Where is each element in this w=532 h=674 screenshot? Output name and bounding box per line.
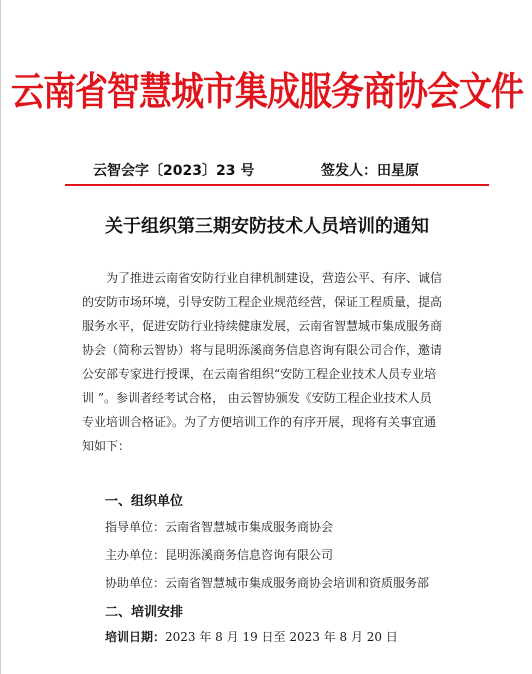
host-unit-line: 主办单位：昆明泺溪商务信息咨询有限公司	[105, 548, 334, 562]
body-line: 的安防市场环境，引导安防工程企业规范经营，保证工程质量，提高	[82, 295, 443, 309]
document-number: 云智会字〔2023〕23 号	[93, 163, 255, 179]
training-date-value: 2023 年 8 月 19 日至 2023 年 8 月 20 日	[165, 630, 398, 644]
training-date-line	[105, 628, 398, 645]
body-line: 协会（简称云智协）将与昆明泺溪商务信息咨询有限公司合作，邀请	[82, 343, 443, 357]
body-line: 训 ”。参训者经考试合格， 由云智协颁发《安防工程企业技术人员	[82, 391, 432, 405]
body-line: 服务水平，促进安防行业持续健康发展，云南省智慧城市集成服务商	[82, 319, 443, 333]
body-line: 公安部专家进行授课，在云南省组织“安防工程企业技术人员专业培	[82, 367, 437, 381]
section-heading-organizer: 一、组织单位	[105, 494, 184, 509]
guide-unit-line: 指导单位：云南省智慧城市集成服务商协会	[105, 520, 334, 534]
body-line: 为了推进云南省安防行业自律机制建设，营造公平、有序、诚信	[106, 271, 443, 285]
signer: 签发人：田星原	[321, 163, 419, 179]
org-header-title: 云南省智慧城市集成服务商协会文件	[11, 68, 523, 115]
section-heading-arrangement: 二、培训安排	[105, 605, 184, 620]
body-line: 专业培训合格证》。为了方便培训工作的有序开展，现将有关事宜通	[82, 415, 437, 429]
co-unit-line: 协助单位：云南省智慧城市集成服务商协会培训和资质服务部	[105, 576, 430, 590]
training-date-label: 培训日期：	[105, 630, 166, 644]
notice-title: 关于组织第三期安防技术人员培训的通知	[105, 216, 429, 237]
red-divider	[65, 184, 489, 186]
body-paragraph	[82, 266, 460, 458]
body-line: 知如下：	[82, 439, 131, 453]
